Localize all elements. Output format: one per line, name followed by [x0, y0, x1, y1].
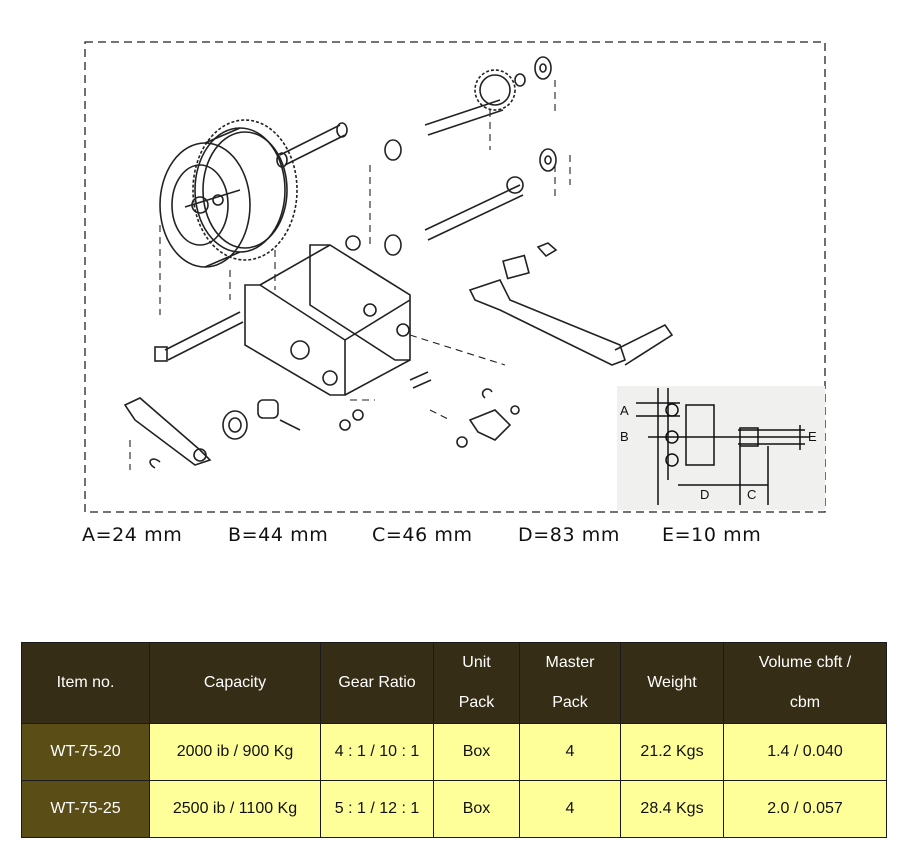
- spec-table: [21, 642, 887, 838]
- cell-capacity: 2500 ib / 1100 Kg: [150, 781, 321, 838]
- drum-gear: [160, 120, 297, 267]
- cell-item-no: WT-75-20: [22, 724, 150, 781]
- dimension-d: D=83 mm: [518, 524, 620, 546]
- long-bolt: [155, 312, 243, 361]
- cell-weight: 28.4 Kgs: [621, 781, 724, 838]
- table-row: [22, 724, 887, 781]
- table-row: [22, 781, 887, 838]
- cell-item-no: WT-75-25: [22, 781, 150, 838]
- header-capacity: Capacity: [150, 643, 321, 724]
- header-weight: Weight: [621, 643, 724, 724]
- dimension-c: C=46 mm: [372, 524, 473, 546]
- dimension-b: B=44 mm: [228, 524, 329, 546]
- table-header-row: [22, 643, 887, 724]
- cell-weight: 21.2 Kgs: [621, 724, 724, 781]
- cell-capacity: 2000 ib / 900 Kg: [150, 724, 321, 781]
- cell-unit-pack: Box: [434, 781, 520, 838]
- inset-label-b: B: [620, 429, 629, 444]
- cell-unit-pack: Box: [434, 724, 520, 781]
- inset-label-e: E: [808, 429, 817, 444]
- pawl-parts: [125, 372, 519, 468]
- leader-lines: [130, 80, 570, 470]
- lower-shaft: [385, 149, 556, 255]
- inset-label-d: D: [700, 487, 710, 502]
- frame-bracket: [245, 236, 410, 395]
- mounting-inset: [617, 386, 825, 510]
- crank-handle: [470, 243, 672, 365]
- dimension-e: E=10 mm: [662, 524, 762, 546]
- header-item-no: Item no.: [22, 643, 150, 724]
- header-volume: Volume cbft / cbm: [724, 643, 887, 724]
- cell-master-pack: 4: [520, 724, 621, 781]
- cell-volume: 1.4 / 0.040: [724, 724, 887, 781]
- inset-label-c: C: [747, 487, 757, 502]
- header-unit-pack: Unit Pack: [434, 643, 520, 724]
- cell-master-pack: 4: [520, 781, 621, 838]
- dimension-a: A=24 mm: [82, 524, 183, 546]
- dimension-list: [82, 524, 842, 552]
- inset-label-a: A: [620, 403, 629, 418]
- pin: [277, 123, 347, 167]
- cell-volume: 2.0 / 0.057: [724, 781, 887, 838]
- cell-gear-ratio: 5 : 1 / 12 : 1: [321, 781, 434, 838]
- header-master-pack: Master Pack: [520, 643, 621, 724]
- upper-shaft: [385, 57, 551, 160]
- header-gear-ratio: Gear Ratio: [321, 643, 434, 724]
- cell-gear-ratio: 4 : 1 / 10 : 1: [321, 724, 434, 781]
